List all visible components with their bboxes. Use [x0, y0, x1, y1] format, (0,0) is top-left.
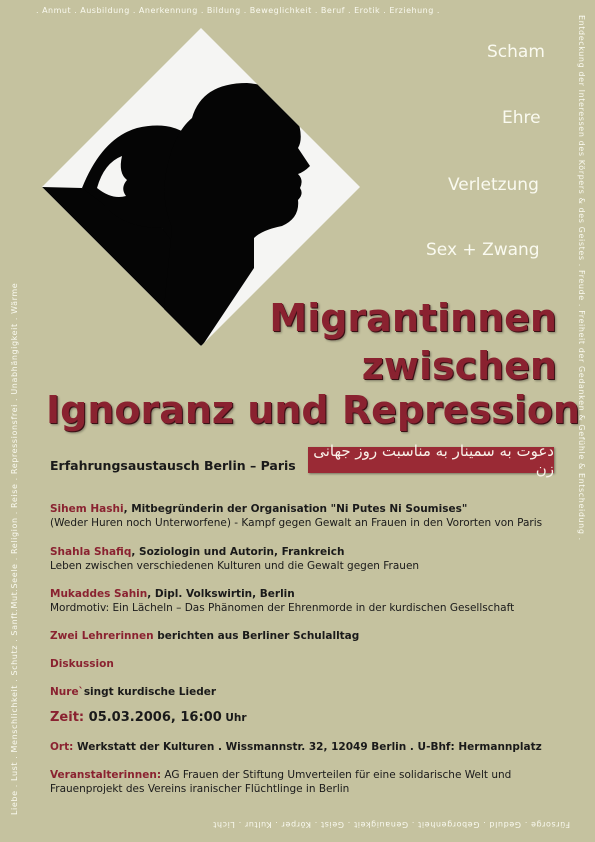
word-sex-zwang: Sex + Zwang [426, 240, 540, 260]
title-line-3: Ignoranz und Repression [46, 388, 580, 432]
speaker-3-role: , Dipl. Volkswirtin, Berlin [147, 588, 295, 600]
teachers-line [50, 629, 359, 643]
organizers [50, 768, 511, 796]
speaker-1-name: Sihem Hashi [50, 503, 124, 515]
word-scham: Scham [487, 42, 545, 62]
teachers-text: berichten aus Berliner Schulalltag [153, 630, 360, 642]
place-label: Ort: [50, 741, 74, 753]
word-ehre: Ehre [502, 108, 541, 128]
organizers-line2: Frauenprojekt des Vereins iranischer Flüchtlinge in Berlin [50, 783, 350, 795]
title-line-1: Migrantinnen [269, 296, 557, 340]
discussion: Diskussion [50, 658, 114, 670]
speaker-1-role: , Mitbegründerin der Organisation "Ni Putes Ni Soumises" [123, 503, 468, 515]
time-unit: Uhr [221, 712, 247, 724]
border-text-top: . Anmut . Ausbildung . Anerkennung . Bildung . Beweglichkeit . Beruf . Erotik . Erziehung . [36, 6, 440, 15]
time-label: Zeit: [50, 710, 85, 725]
speaker-2 [50, 545, 419, 573]
border-text-left: Liebe . Lust . Menschlichkeit . Schutz . Sanft.Mut.Seele . Religion . Reise . Repressionsfrei . Unabhängigkeit . Wärme [10, 282, 19, 815]
music-text: singt kurdische Lieder [83, 686, 217, 698]
speaker-3-name: Mukaddes Sahin [50, 588, 148, 600]
speaker-1-desc: (Weder Huren noch Unterworfene) - Kampf gegen Gewalt an Frauen in den Vororten von Paris [50, 517, 543, 529]
speaker-1 [50, 502, 542, 530]
music-artist: Nure` [50, 686, 84, 698]
speaker-3-desc: Mordmotiv: Ein Lächeln – Das Phänomen der Ehrenmorde in der kurdischen Gesellschaft [50, 602, 515, 614]
place-line [50, 740, 542, 754]
persian-text: دعوت به سمینار به مناسبت روز جهانی زن [313, 442, 554, 478]
organizers-line1: AG Frauen der Stiftung Umverteilen für eine solidarische Welt und [161, 769, 512, 781]
speaker-2-role: , Soziologin und Autorin, Frankreich [131, 546, 345, 558]
word-verletzung: Verletzung [448, 175, 539, 195]
time-value: 05.03.2006, 16:00 [84, 710, 222, 725]
music-line [50, 685, 216, 699]
border-text-right: Entdeckung der Interessen des Körpers & des Geistes . Freude . Freiheit der Gedanken & Gefühle & Entscheidung . [577, 15, 586, 541]
organizers-label: Veranstalterinnen: [50, 769, 162, 781]
border-text-bottom: Fürsorge . Geduld . Geborgenheit . Genauigkeit . Geist . Körper . Kultur . Licht [212, 820, 570, 829]
speaker-2-desc: Leben zwischen verschiedenen Kulturen und die Gewalt gegen Frauen [50, 560, 420, 572]
speaker-3 [50, 587, 514, 615]
persian-banner [308, 442, 554, 478]
time-line [50, 711, 247, 725]
place-value: Werkstatt der Kulturen . Wissmannstr. 32, 12049 Berlin . U-Bhf: Hermannplatz [73, 741, 542, 753]
title-line-2: zwischen [361, 344, 557, 388]
speaker-2-name: Shahla Shafiq [50, 546, 132, 558]
teachers-label: Zwei Lehrerinnen [50, 630, 154, 642]
subtitle: Erfahrungsaustausch Berlin – Paris [50, 458, 296, 473]
